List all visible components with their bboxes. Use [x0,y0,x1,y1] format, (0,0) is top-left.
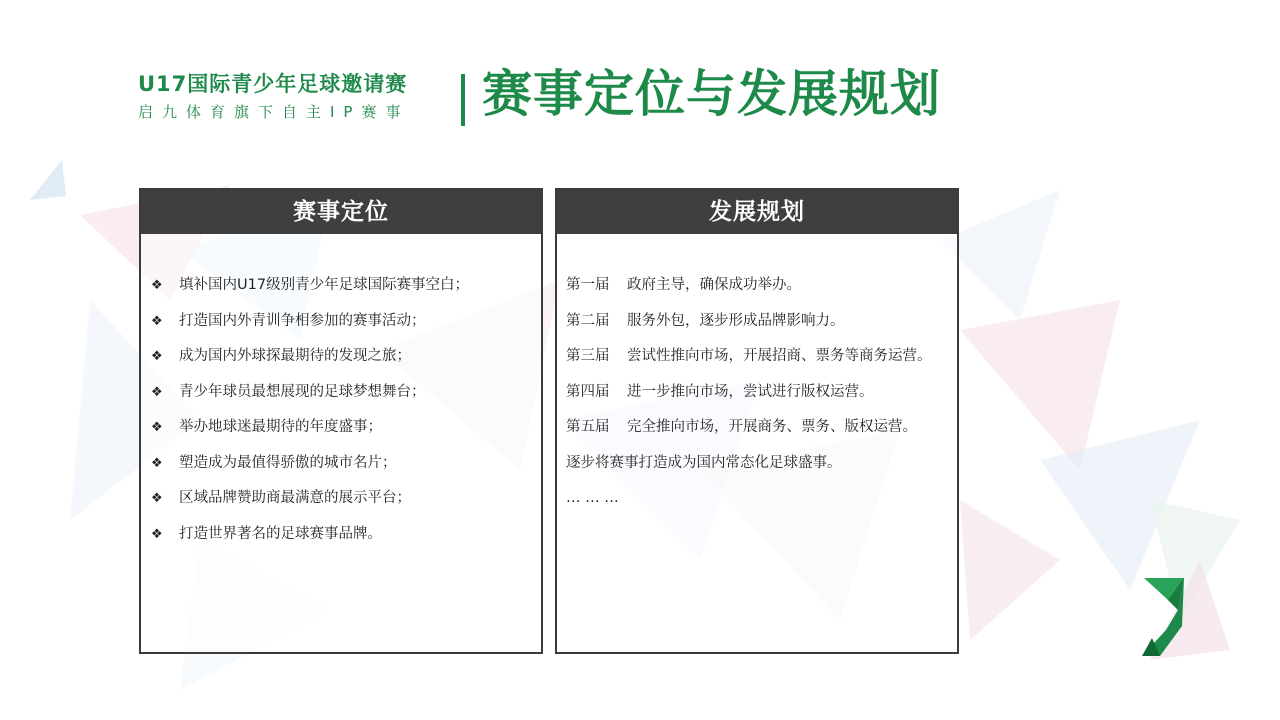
list-item-text: 打造国内外青训争相参加的赛事活动； [179,312,426,329]
plan-ellipsis: … … … [566,490,619,506]
plan-item-text: 尝试性推向市场，开展招商、票务等商务运营。 [627,348,932,364]
plan-item [566,339,957,375]
positioning-panel [139,188,543,654]
list-item [151,446,541,482]
plan-item-text: 政府主导，确保成功举办。 [627,277,801,293]
list-item [151,304,541,340]
plan-item-text: 服务外包，逐步形成品牌影响力。 [627,312,845,329]
diamond-bullet-icon: ❖ [151,278,163,293]
diamond-bullet-icon: ❖ [151,313,163,329]
brand-header [138,70,409,124]
page-title: 赛事定位与发展规划 [482,65,941,123]
plan-item [566,304,957,340]
brand-title: U17国际青少年足球邀请赛 [138,72,408,96]
brand-subtitle: 启九体育旗下自主IP赛事 [138,103,410,121]
planning-list [557,234,957,517]
plan-item-label: 第二届 [566,312,610,329]
planning-heading: 发展规划 [557,190,957,234]
list-item [151,517,541,553]
list-item-text: 填补国内U17级别青少年足球国际赛事空白； [179,277,470,293]
planning-panel [555,188,959,654]
plan-closing: 逐步将赛事打造成为国内常态化足球盛事。 [566,454,842,471]
plan-item-label: 第一届 [566,277,610,293]
list-item-text: 塑造成为最值得骄傲的城市名片； [179,454,397,471]
diamond-bullet-icon: ❖ [151,491,163,506]
list-item [151,375,541,411]
plan-item [566,375,957,411]
positioning-heading: 赛事定位 [141,190,541,234]
plan-item [566,410,957,446]
diamond-bullet-icon: ❖ [151,384,163,400]
positioning-list [141,234,541,552]
plan-item-text: 完全推向市场，开展商务、票务、版权运营。 [627,419,917,435]
list-item [151,268,541,304]
list-item [151,339,541,375]
list-item-text: 举办地球迷最期待的年度盛事； [179,419,382,435]
plan-item-label: 第五届 [566,419,610,435]
plan-item-label: 第四届 [566,383,610,400]
plan-item-text: 进一步推向市场，尝试进行版权运营。 [627,383,874,400]
plan-item-label: 第三届 [566,348,610,364]
header-divider [461,74,465,126]
green-comma-logo-icon [1138,576,1188,660]
list-item-text: 打造世界著名的足球赛事品牌。 [179,525,382,542]
diamond-bullet-icon: ❖ [151,349,163,364]
list-item [151,410,541,446]
diamond-bullet-icon: ❖ [151,526,163,542]
plan-item [566,268,957,304]
list-item-text: 区域品牌赞助商最满意的展示平台； [179,490,411,506]
diamond-bullet-icon: ❖ [151,420,163,435]
list-item [151,481,541,517]
list-item-text: 青少年球员最想展现的足球梦想舞台； [179,383,426,400]
list-item-text: 成为国内外球探最期待的发现之旅； [179,348,411,364]
diamond-bullet-icon: ❖ [151,455,163,471]
